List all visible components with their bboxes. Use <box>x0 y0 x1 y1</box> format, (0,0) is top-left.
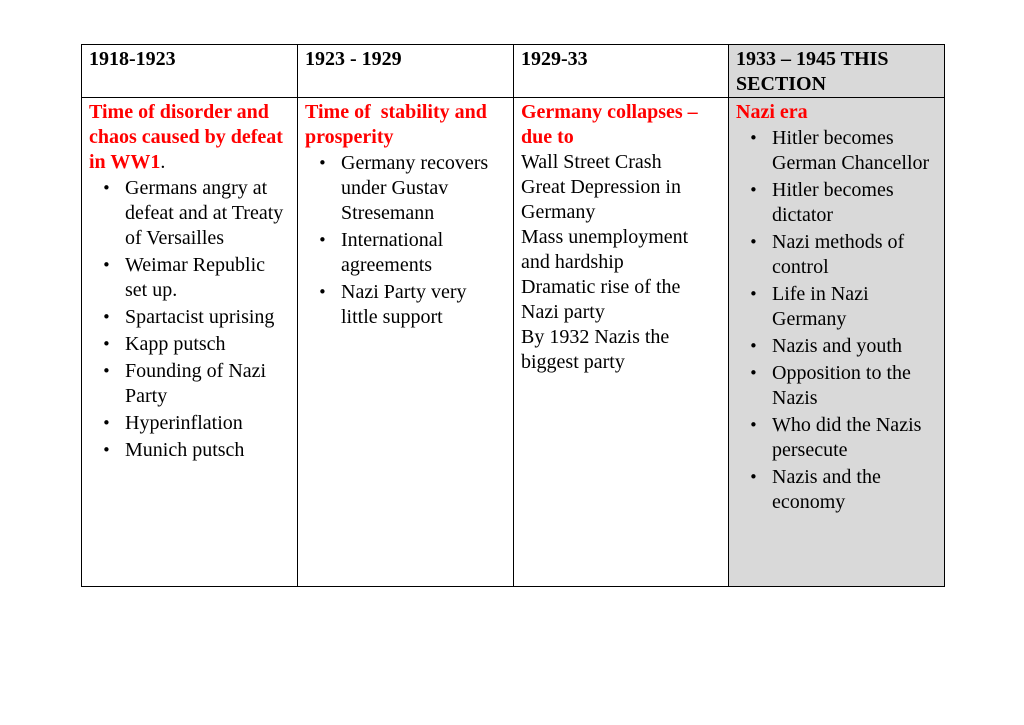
text-line: Dramatic rise of the Nazi party <box>521 276 681 323</box>
cell-1923-1929 <box>298 98 514 587</box>
cell-1918-1923 <box>82 98 298 587</box>
list-item: • Founding of Nazi Party <box>125 359 291 409</box>
header-1929-1933: 1929-33 <box>514 45 729 98</box>
column-heading-disorder-period: . <box>160 151 166 173</box>
column-heading-disorder <box>89 100 291 175</box>
text-line: Great Depression in Germany <box>521 176 681 223</box>
list-item: • Germany recovers under Gustav Stresemann <box>341 151 507 226</box>
list-item: • Hyperinflation <box>125 411 291 436</box>
cell-1933-1945 <box>729 98 945 587</box>
column-heading-disorder-text: Time of disorder and chaos caused by defeat in WW1 <box>89 101 283 173</box>
list-item: • Weimar Republic set up. <box>125 253 291 303</box>
text-line: By 1932 Nazis the biggest party <box>521 326 670 373</box>
list-item: • Nazi Party very little support <box>341 280 507 330</box>
list-item: • Nazis and youth <box>772 334 938 359</box>
list-item: • Nazi methods of control <box>772 230 938 280</box>
bullet-list-nazi-era <box>736 126 938 515</box>
list-item: • Kapp putsch <box>125 332 291 357</box>
text-line: Mass unemployment and hardship <box>521 226 689 273</box>
list-item: • Spartacist uprising <box>125 305 291 330</box>
text-line: Wall Street Crash <box>521 151 662 173</box>
header-1918-1923: 1918-1923 <box>82 45 298 98</box>
list-item: • Hitler becomes dictator <box>772 178 938 228</box>
list-item: • Germans angry at defeat and at Treaty of Versailles <box>125 176 291 251</box>
column-heading-stability: Time of stability and prosperity <box>305 101 492 148</box>
content-row <box>82 98 945 587</box>
list-item: • Hitler becomes German Chancellor <box>772 126 938 176</box>
list-item: • Who did the Nazis persecute <box>772 413 938 463</box>
header-1923-1929: 1923 - 1929 <box>298 45 514 98</box>
column-heading-nazi-era: Nazi era <box>736 101 808 123</box>
line-list-collapse <box>521 150 722 375</box>
list-item: • Opposition to the Nazis <box>772 361 938 411</box>
cell-1929-1933 <box>514 98 729 587</box>
timeline-table <box>81 44 945 587</box>
bullet-list-stability <box>305 151 507 330</box>
list-item: • Nazis and the economy <box>772 465 938 515</box>
column-heading-collapse: Germany collapses – due to <box>521 101 698 148</box>
header-row <box>82 45 945 98</box>
list-item: • International agreements <box>341 228 507 278</box>
list-item: • Munich putsch <box>125 438 291 463</box>
header-1933-1945: 1933 – 1945 THIS SECTION <box>729 45 945 98</box>
list-item: • Life in Nazi Germany <box>772 282 938 332</box>
bullet-list-disorder <box>89 176 291 463</box>
